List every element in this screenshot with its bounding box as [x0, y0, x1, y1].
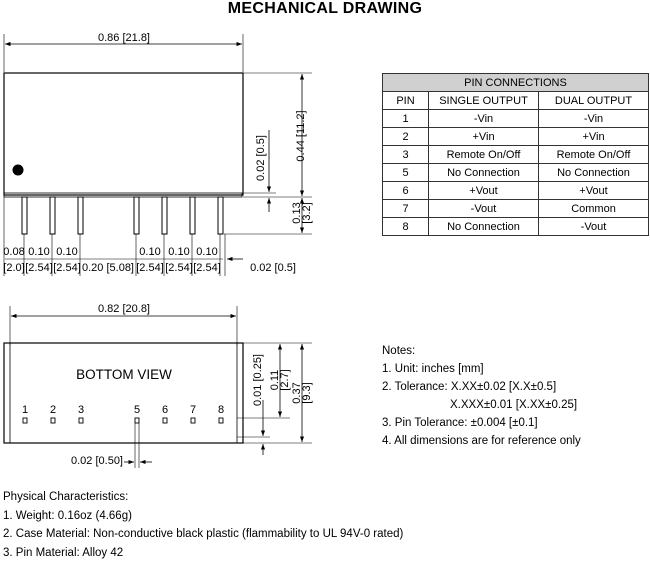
top-pin — [218, 197, 223, 234]
note-reference: 4. All dimensions are for reference only — [382, 432, 581, 450]
pin-spacing-labels — [3, 246, 296, 274]
note-unit: 1. Unit: inches [mm] — [382, 360, 581, 378]
top-pin-length-dim-a: 0.13 — [291, 202, 303, 223]
bottom-dim-a: 0.01 [0.25] — [252, 354, 264, 406]
dual-output-cell: Common — [539, 200, 649, 218]
table-row — [383, 218, 649, 236]
pin-number: 1 — [22, 404, 28, 416]
bottom-dim-b-b: [2.7] — [279, 369, 291, 390]
physical-case: 2. Case Material: Non-conductive black plastic (flammability to UL 94V-0 rated) — [3, 525, 403, 544]
bottom-dim-c-b: [9.3] — [301, 382, 313, 403]
single-output-cell: Remote On/Off — [429, 146, 539, 164]
pin-cell: 5 — [383, 164, 429, 182]
table-row — [383, 110, 649, 128]
table-row — [383, 164, 649, 182]
pin-table-title: PIN CONNECTIONS — [383, 74, 649, 92]
top-pin-width-dim: 0.02 [0.5] — [250, 262, 296, 274]
pin-table-header: PIN — [383, 92, 429, 110]
top-pin — [162, 197, 167, 234]
table-row — [383, 182, 649, 200]
pin-number: 8 — [218, 404, 224, 416]
bottom-dim-b-a: 0.11 — [269, 370, 281, 391]
physical-heading: Physical Characteristics: — [3, 488, 403, 507]
bottom-pad — [163, 418, 167, 423]
bottom-body — [4, 343, 243, 443]
bottom-view — [4, 303, 313, 468]
bottom-pin-width-dim: 0.02 [0.50] — [71, 455, 123, 467]
page-title: MECHANICAL DRAWING — [0, 0, 650, 18]
pin-table-header: SINGLE OUTPUT — [429, 92, 539, 110]
note-tolerance-continued: X.XXX±0.01 [X.XX±0.25] — [382, 396, 581, 414]
pin-spacing-bottom: [2.54] — [53, 262, 81, 274]
table-row — [383, 146, 649, 164]
pin-connections-table — [382, 73, 649, 236]
notes-block — [382, 342, 581, 450]
top-pin — [50, 197, 55, 234]
top-pin — [190, 197, 195, 234]
top-pin — [134, 197, 139, 234]
top-view — [3, 32, 313, 276]
pin-number: 5 — [134, 404, 140, 416]
single-output-cell: No Connection — [429, 164, 539, 182]
dual-output-cell: No Connection — [539, 164, 649, 182]
note-tolerance: 2. Tolerance: X.XX±0.02 [X.X±0.5] — [382, 378, 581, 396]
top-height-dim: 0.44 [11.2] — [295, 110, 307, 161]
top-pin-length-dim-b: [3.2] — [301, 202, 313, 223]
top-pin — [22, 197, 27, 234]
pin-spacing-bottom: 0.20 [5.08] — [82, 262, 134, 274]
pin-cell: 6 — [383, 182, 429, 200]
single-output-cell: +Vin — [429, 128, 539, 146]
pin-table-header: DUAL OUTPUT — [539, 92, 649, 110]
bottom-view-label: BOTTOM VIEW — [76, 367, 172, 382]
physical-characteristics — [3, 488, 403, 562]
single-output-cell: No Connection — [429, 218, 539, 236]
pin-cell: 7 — [383, 200, 429, 218]
pin-spacing-top: 0.10 — [168, 246, 189, 258]
pin-spacing-bottom: [2.54] — [25, 262, 53, 274]
bottom-width-dim: 0.82 [20.8] — [98, 303, 150, 315]
note-pin-tolerance: 3. Pin Tolerance: ±0.004 [±0.1] — [382, 414, 581, 432]
pin-spacing-top: 0.10 — [56, 246, 77, 258]
dual-output-cell: Remote On/Off — [539, 146, 649, 164]
top-standoff-dim: 0.02 [0.5] — [255, 135, 267, 181]
table-row — [383, 128, 649, 146]
pin-number: 2 — [50, 404, 56, 416]
pin1-marker-dot — [13, 165, 24, 176]
pin-spacing-bottom: [2.54] — [193, 262, 221, 274]
physical-pin: 3. Pin Material: Alloy 42 — [3, 544, 403, 562]
dual-output-cell: +Vin — [539, 128, 649, 146]
bottom-pad — [79, 418, 83, 423]
pin-spacing-top: 0.10 — [196, 246, 217, 258]
pin-cell: 2 — [383, 128, 429, 146]
pin-number: 7 — [190, 404, 196, 416]
top-pin — [78, 197, 83, 234]
pin-number: 6 — [162, 404, 168, 416]
top-width-dim: 0.86 [21.8] — [98, 32, 150, 44]
pin-spacing-bottom: [2.0] — [3, 262, 24, 274]
pin-spacing-bottom: [2.54] — [165, 262, 193, 274]
bottom-pin-numbers — [22, 404, 224, 416]
top-pins — [22, 197, 223, 234]
physical-weight: 1. Weight: 0.16oz (4.66g) — [3, 507, 403, 526]
single-output-cell: -Vout — [429, 200, 539, 218]
pin-cell: 3 — [383, 146, 429, 164]
bottom-pad — [135, 418, 139, 423]
single-output-cell: +Vout — [429, 182, 539, 200]
top-body — [4, 73, 243, 195]
pin-spacing-top: 0.10 — [28, 246, 49, 258]
pin-spacing-bottom: [2.54] — [136, 262, 164, 274]
bottom-dim-c-a: 0.37 — [291, 382, 303, 403]
bottom-pad — [23, 418, 27, 423]
dual-output-cell: -Vout — [539, 218, 649, 236]
dual-output-cell: -Vin — [539, 110, 649, 128]
single-output-cell: -Vin — [429, 110, 539, 128]
pin-spacing-top: 0.10 — [139, 246, 160, 258]
pin-spacing-top: 0.08 — [3, 246, 24, 258]
bottom-pad — [51, 418, 55, 423]
pin-cell: 8 — [383, 218, 429, 236]
pin-number: 3 — [78, 404, 84, 416]
dual-output-cell: +Vout — [539, 182, 649, 200]
pin-cell: 1 — [383, 110, 429, 128]
bottom-pad — [191, 418, 195, 423]
bottom-pad — [219, 418, 223, 423]
bottom-pads — [23, 418, 223, 423]
notes-heading: Notes: — [382, 342, 581, 360]
table-row — [383, 200, 649, 218]
